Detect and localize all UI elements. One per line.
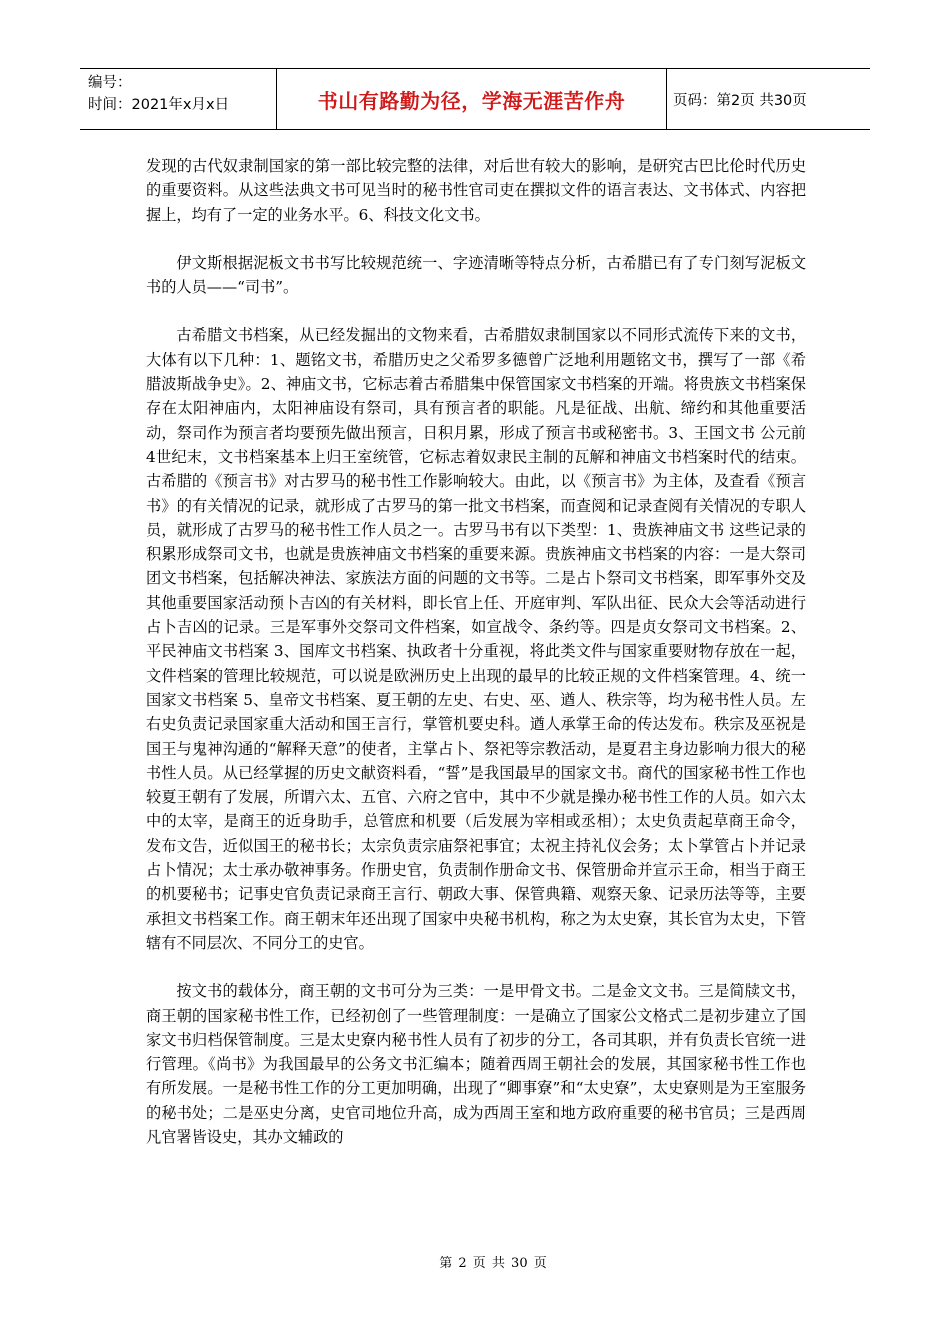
body-paragraph-3: 古希腊文书档案，从已经发掘出的文物来看，古希腊奴隶制国家以不同形式流传下来的文书，大体有以下几种：1、题铭文书，希腊历史之父希罗多德曾广泛地利用题铭文书，撰写了一部《希腊波斯战争史》。2、神庙文书，它标志着古希腊集中保管国家文书档案的开端。将贵族文书档案保存在太阳神庙内，太阳神庙设有祭司，具有预言者的职能。凡是征战、出航、缔约和其他重要活动，祭司作为预言者均要预先做出预言，日积月累，形成了预言书或秘密书。3、王国文书 公元前4世纪末，文书档案基本上归王室统管，它标志着奴隶民主制的瓦解和神庙文书档案时代的结束。古希腊的《预言书》对古罗马的秘书性工作影响较大。由此，以《预言书》为主体，及查看《预言书》的有关情况的记录，就形成了古罗马的第一批文书档案，而查阅和记录查阅有关情况的专职人员，就形成了古罗马的秘书性工作人员之一。古罗马书有以下类型：1、贵族神庙文书 这些记录的积累形成祭司文书，也就是贵族神庙文书档案的重要来源。贵族神庙文书档案的内容：一是大祭司团文书档案，包括解决神法、家族法方面的问题的文书等。二是占卜祭司文书档案，即军事外交及其他重要国家活动预卜吉凶的有关材料，即长官上任、开庭审判、军队出征、民众大会等活动进行占卜吉凶的记录。三是军事外交祭司文件档案，如宣战令、条约等。四是贞女祭司文书档案。2、平民神庙文书档案 3、国库文书档案、执政者十分重视，将此类文件与国家重要财物存放在一起，文件档案的管理比较规范，可以说是欧洲历史上出现的最早的比较正规的文件档案管理。4、统一国家文书档案 5、皇帝文书档案、夏王朝的左史、右史、巫、遒人、秩宗等，均为秘书性人员。左右史负责记录国家重大活动和国王言行，掌管机要史科。遒人承掌王命的传达发布。秩宗及巫祝是国王与鬼神沟通的“解释天意”的使者，主掌占卜、祭祀等宗教活动，是夏君主身边影响力很大的秘书性人员。从已经掌握的历史文献资料看，“誓”是我国最早的国家文书。商代的国家秘书性工作也较夏王朝有了发展，所谓六太、五官、六府之官中，其中不少就是操办秘书性工作的人员。如六太中的太宰，是商王的近身助手，总管庶和机要（后发展为宰相或丞相）；太史负责起草商王命令，发布文告，近似国王的秘书长；太宗负责宗庙祭祀事宜；太祝主持礼仪会务；太卜掌管占卜并记录占卜情况；太士承办敬神事务。作册史官，负责制作册命文书、保管册命并宣示王命，相当于商王的机要秘书；记事史官负责记录商王言行、朝政大事、保管典籍、观察天象、记录历法等等，主要承担文书档案工作。商王朝末年还出现了国家中央秘书机构，称之为太史寮，其长官为太史，下管辖有不同层次、不同分工的史官。 (146, 326, 806, 952)
header-motto: 书山有路勤为径，学海无涯苦作舟 (277, 69, 667, 129)
document-date: 时间：2021年x月x日 (88, 97, 230, 113)
document-number-label: 编号： (88, 75, 132, 91)
body-paragraph-1: 发现的古代奴隶制国家的第一部比较完整的法律，对后世有较大的影响，是研究古巴比伦时代历史的重要资料。从这些法典文书可见当时的秘书性官司吏在撰拟文件的语言表达、文书体式、内容把握上，均有了一定的业务水平。6、科技文化文书。 (146, 157, 806, 224)
body-paragraph-2: 伊文斯根据泥板文书书写比较规范统一、字迹清晰等特点分析，古希腊已有了专门刻写泥板文书的人员——“司书”。 (146, 253, 806, 297)
document-body (146, 154, 806, 1173)
header-page-info: 页码：第2页 共30页 (673, 92, 807, 109)
header-meta (80, 69, 277, 129)
body-paragraph-4: 按文书的载体分，商王朝的文书可分为三类：一是甲骨文书。二是金文文书。三是简牍文书，商王朝的国家秘书性工作，已经初创了一些管理制度：一是确立了国家公文格式二是初步建立了国家文书归档保管制度。三是太史寮内秘书性人员有了初步的分工，各司其职，并有负责长官统一进行管理。《尚书》为我国最早的公务文书汇编本；随着西周王朝社会的发展，其国家秘书性工作也有所发展。一是秘书性工作的分工更加明确，出现了“卿事寮”和“太史寮”，太史寮则是为王室服务的秘书处；二是巫史分离，史官司地位升高，成为西周王室和地方政府重要的秘书官员；三是西周凡官署皆设史，其办文辅政的 (146, 982, 806, 1146)
page-header (80, 68, 870, 130)
page-footer: 第 2 页 共 30 页 (439, 1256, 547, 1271)
